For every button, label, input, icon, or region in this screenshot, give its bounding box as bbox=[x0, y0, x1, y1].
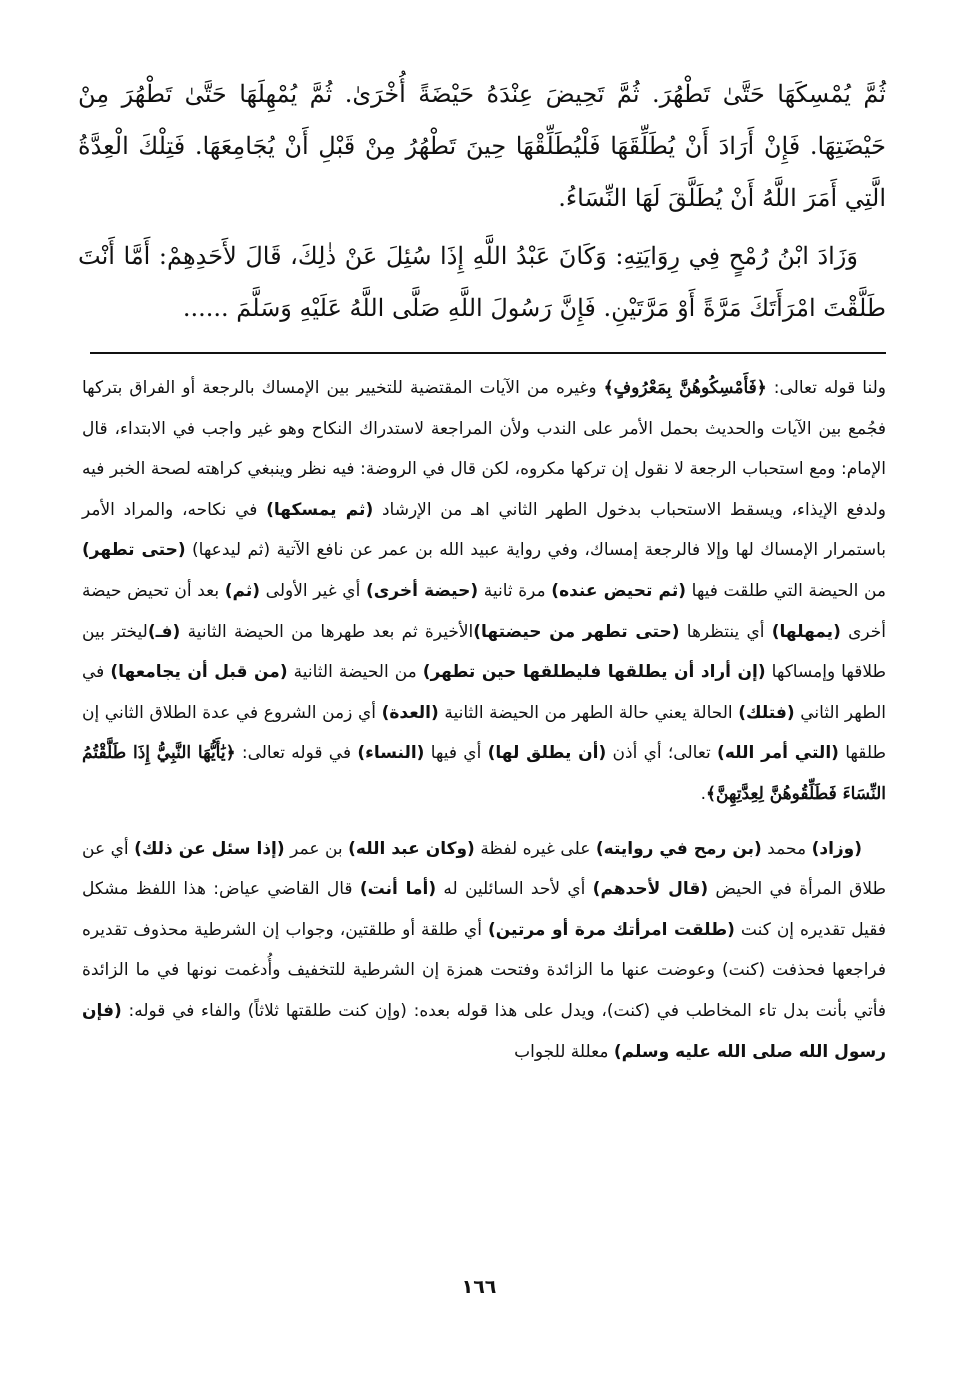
commentary-paragraph: ولنا قوله تعالى: ﴿فَأَمْسِكُوهُنَّ بِمَعْرُوفٍ﴾ وغيره من الآيات المقتضية للتخيير بين الإمساك بالرجعة أو الفراق بتركها فجُمع بين الآيات والحديث بحمل الأمر على الندب ولأن المراجعة لاستدراك النكاح وهو غير واجب في الابتداء، قال الإمام: ومع استحباب الرجعة لا نقول إن تركها مكروه، لكن قال في الروضة: فيه نظر وينبغي كراهته لصحة الخبر فيه ولدفع الإيذاء، ويسقط الاستحباب بدخول الطهر الثاني اهـ من الإرشاد (ثم يمسكها) في نكاحه، والمراد الأمر باستمرار الإمساك لها وإلا فالرجعة إمساك، وفي رواية عبيد الله بن عمر عن نافع الآتية (ثم ليدعها) (حتى تطهر) من الحيضة التي طلقت فيها (ثم تحيض عنده) مرة ثانية (حيضة أخرى) أي غير الأولى (ثم) بعد أن تحيض حيضة أخرى (يمهلها) أي ينتظرها (حتى تطهر من حيضتها)الأخيرة ثم بعد طهرها من الحيضة الثانية (فـ)ليختر بين طلاقها وإمساكها (إن أراد أن يطلقها فليطلقها حين تطهر) من الحيضة الثانية (من قبل أن يجامعها) في الطهر الثاني (فتلك) الحالة يعني حالة الطهر من الحيضة الثانية (العدة) أي زمن الشروع في عدة الطلاق الثاني إن طلقها (التي أمر الله) تعالى؛ أي أذن (أن يطلق لها) أي فيها (النساء) في قوله تعالى: ﴿يَٰأَيُّهَا النَّبِيُّ إِذَا طَلَّقْتُمُ النِّسَاءَ فَطَلِّقُوهُنَّ لِعِدَّتِهِنَّ﴾. bbox=[82, 378, 887, 804]
hadith-text bbox=[78, 68, 886, 340]
matn-quote: (فإن رسول الله صلى الله عليه وسلم) bbox=[82, 1000, 886, 1062]
matn-quote: (يمهلها) bbox=[771, 621, 841, 642]
commentary-paragraph: (وزاد) محمد (بن رمح في روايته) على غيره لفظة (وكان عبد الله) بن عمر (إذا سئل عن ذلك) أي عن طلاق المرأة في الحيض (قال لأحدهم) أي لأحد السائلين له (أما أنت) قال القاضي عياض: هذا اللفظ مشكل فقيل تقديره إن كنت (طلقت امرأتك مرة أو مرتين) أي طلقة أو طلقتين، وجواب إن الشرطية محذوف تقديره فراجعها فحذفت (كنت) وعوضت عنها ما الزائدة وفتحت همزة إن الشرطية للتخفيف وأُدغمت نونها في ما الزائدة فأتي بأنت بدل تاء المخاطب في (كنت)، ويدل على هذا قوله بعده: (وإن كنت طلقتها ثلاثاً) والفاء في قوله: (فإن رسول الله صلى الله عليه وسلم) معللة للجواب bbox=[82, 838, 887, 1062]
matn-quote: (حيضة أخرى) bbox=[365, 580, 479, 601]
matn-quote: (طلقت امرأتك مرة أو مرتين) bbox=[487, 919, 735, 940]
matn-quote: (بن رمح في روايته) bbox=[595, 838, 762, 859]
hadith-paragraph: ثُمَّ يُمْسِكَهَا حَتَّىٰ تَطْهُرَ. ثُمَّ تَحِيضَ عِنْدَهُ حَيْضَةً أُخْرَىٰ. ثُمَّ يُمْهِلَهَا حَتَّىٰ تَطْهُرَ مِنْ حَيْضَتِهَا. فَإِنْ أَرَادَ أَنْ يُطَلِّقَهَا فَلْيُطَلِّقْهَا حِينَ تَطْهُرُ مِنْ قَبْلِ أَنْ يُجَامِعَهَا. فَتِلْكَ الْعِدَّةُ الَّتِي أَمَرَ اللَّهُ أَنْ يُطَلَّقَ لَهَا النِّسَاءُ. bbox=[78, 80, 886, 212]
matn-quote: (وزاد) bbox=[811, 838, 863, 859]
matn-quote: (النساء) bbox=[357, 743, 425, 764]
matn-quote: (إذا سئل عن ذلك) bbox=[134, 838, 285, 859]
matn-quote: (ثم يمسكها) bbox=[266, 499, 374, 520]
quran-verse: ﴿يَٰأَيُّهَا النَّبِيُّ إِذَا طَلَّقْتُمُ النِّسَاءَ فَطَلِّقُوهُنَّ لِعِدَّتِهِنَّ﴾ bbox=[82, 743, 886, 804]
matn-quote: (حتى تطهر) bbox=[82, 540, 186, 561]
matn-quote: (أن يطلق لها) bbox=[487, 743, 607, 764]
page-number: ١٦٦ bbox=[461, 1276, 497, 1298]
footnote-divider bbox=[90, 352, 886, 354]
hadith-paragraph: وَزَادَ ابْنُ رُمْحٍ فِي رِوَايَتِهِ: وَكَانَ عَبْدُ اللَّهِ إِذَا سُئِلَ عَنْ ذٰلِكَ، قَالَ لأَحَدِهِمْ: أَمَّا أَنْتَ طَلَّقْتَ امْرَأَتَكَ مَرَّةً أَوْ مَرَّتَيْنِ. فَإِنَّ رَسُولَ اللَّهِ صَلَّى اللَّهُ عَلَيْهِ وَسَلَّمَ ...... bbox=[78, 242, 886, 322]
matn-quote: (من قبل أن يجامعها) bbox=[110, 662, 288, 683]
matn-quote: (وكان عبد الله) bbox=[348, 838, 475, 859]
matn-quote: (إن أراد أن يطلقها فليطلقها حين تطهر) bbox=[422, 662, 766, 683]
quran-verse: ﴿فَأَمْسِكُوهُنَّ بِمَعْرُوفٍ﴾ bbox=[603, 378, 767, 398]
matn-quote: (العدة) bbox=[381, 702, 439, 723]
matn-quote: (أما أنت) bbox=[359, 879, 437, 900]
matn-quote: (فتلك) bbox=[738, 702, 795, 723]
matn-quote: (حتى تطهر من حيضتها) bbox=[473, 621, 680, 642]
matn-quote: (ثم تحيض عنده) bbox=[551, 580, 687, 601]
matn-quote: (ثم) bbox=[224, 580, 261, 601]
matn-quote: (قال لأحدهم) bbox=[592, 879, 709, 900]
matn-quote: (فـ) bbox=[147, 621, 181, 642]
commentary-text bbox=[82, 368, 886, 1072]
matn-quote: (التي أمر الله) bbox=[717, 743, 839, 764]
